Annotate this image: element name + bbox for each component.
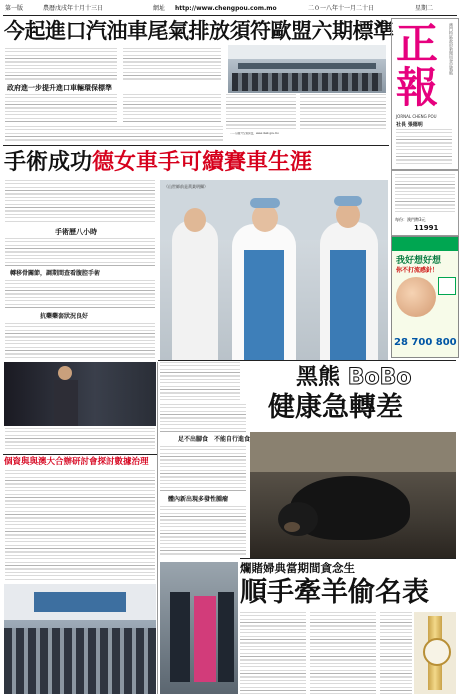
logo-box — [391, 18, 459, 170]
site-label: 網址 — [153, 5, 166, 12]
baby-photo — [396, 277, 436, 317]
ad-top-band — [392, 237, 458, 251]
page-number: 第一版 — [5, 5, 24, 12]
conference-photo — [228, 45, 386, 93]
logo-sub-en: JORNAL CHENG POU — [396, 114, 437, 119]
bear-head-title — [296, 364, 456, 390]
logo-info-text — [396, 129, 452, 165]
top-article-text-5 — [226, 94, 296, 130]
flu-ad[interactable] — [391, 236, 459, 358]
masthead-strip — [3, 3, 457, 16]
conference-text — [5, 470, 155, 580]
theft-headline-2: 順手牽羊偷名表 — [240, 577, 429, 608]
top-article-text-3 — [5, 94, 117, 124]
theft-text-1 — [240, 612, 306, 694]
conference-hall-photo — [4, 584, 156, 694]
ad-title: 我好想好想 — [396, 256, 442, 266]
top-article-tail: ……以提升空氣質量，www.dsat.gov.mo — [230, 132, 279, 135]
woman-caption-text — [5, 428, 155, 452]
bear-title-name: BoBo — [347, 365, 412, 390]
top-article-text-4 — [123, 94, 221, 124]
top-headline: 今起進口汽油車尾氣排放須符歐盟六期標準 — [4, 18, 394, 43]
ad-sub: 你不打流感針！ — [396, 267, 439, 274]
top-article-text-2 — [123, 48, 221, 82]
surgery-text-3 — [5, 280, 155, 310]
top-article-text-7 — [5, 126, 223, 142]
issue-date: 二０一八年十一月二十日 — [308, 5, 375, 12]
woman-photo — [4, 362, 156, 426]
theft-headline-1: 爛賭婦典當期間貪念生 — [240, 561, 355, 575]
bear-head-subtitle: 健康急轉差 — [268, 392, 403, 423]
surgery-text-4 — [5, 323, 155, 359]
issue-code: 11991 — [414, 224, 439, 232]
ad-phone[interactable]: 28 700 800 — [394, 337, 457, 348]
logo-char-bao: 報 — [396, 63, 439, 112]
bear-photo — [250, 432, 456, 558]
surgery-sub-2: 轉移骨關節，調期間查看腹腔手術 — [10, 270, 101, 277]
bear-text-1 — [160, 362, 240, 402]
contact-text — [395, 174, 455, 214]
suspect-photo — [160, 562, 238, 694]
divider-vertical — [157, 362, 158, 694]
divider-1 — [3, 145, 389, 146]
surgery-headline-black: 手術成功 — [4, 149, 93, 175]
top-article-text-1 — [5, 48, 117, 82]
photo-caption: （山世師前是黃業明攝） — [164, 184, 208, 189]
lunar-date: 農曆戊戌年十月十三日 — [43, 5, 104, 12]
watch-photo — [414, 612, 456, 694]
doctor-left — [172, 220, 218, 360]
bear-sub-3: 體內新出現多發性腫瘤 — [168, 496, 229, 503]
theft-text-2 — [310, 612, 376, 694]
top-subhead: 政府進一步提升進口車輛環保標準 — [7, 84, 112, 92]
theft-text-3 — [380, 612, 412, 694]
logo-char-zheng: 正 — [396, 19, 439, 68]
surgery-sub-3: 抗藥藥套狀況良好 — [40, 313, 89, 320]
surgery-sub-1: 手術歷八小時 — [55, 228, 97, 236]
logo-tagline: 澳門特區政府新聞局登記號碼 — [449, 23, 454, 75]
bear-sub-1: 足不出腳食 不能自行進食 — [178, 436, 251, 443]
data-conference-headline: 個資與與澳大合辦研討會探討數據治理 — [4, 457, 149, 467]
divider-3 — [3, 454, 157, 455]
doctors-photo — [160, 180, 388, 360]
divider-4 — [240, 558, 456, 559]
bear-text-4 — [160, 506, 246, 556]
publisher: 社長 張德明 — [396, 122, 423, 128]
site-url[interactable]: http://www.chengpou.com.mo — [175, 5, 277, 12]
bear-text-3 — [160, 446, 246, 492]
divider-2 — [158, 360, 456, 361]
surgery-headline — [4, 147, 388, 177]
contact-box — [391, 170, 459, 236]
ad-logo — [438, 277, 456, 295]
weekday: 星期二 — [415, 5, 434, 12]
bear-title-black: 黑熊 — [296, 364, 341, 390]
surgery-headline-red: 德女車手可續賽車生涯 — [92, 149, 313, 175]
surgery-text-2 — [5, 238, 155, 266]
bear-text-2 — [160, 404, 246, 434]
surgery-text-1 — [5, 180, 155, 224]
top-article-text-6 — [300, 94, 386, 130]
price-text: 每份：澳門幣3元 — [395, 217, 426, 222]
